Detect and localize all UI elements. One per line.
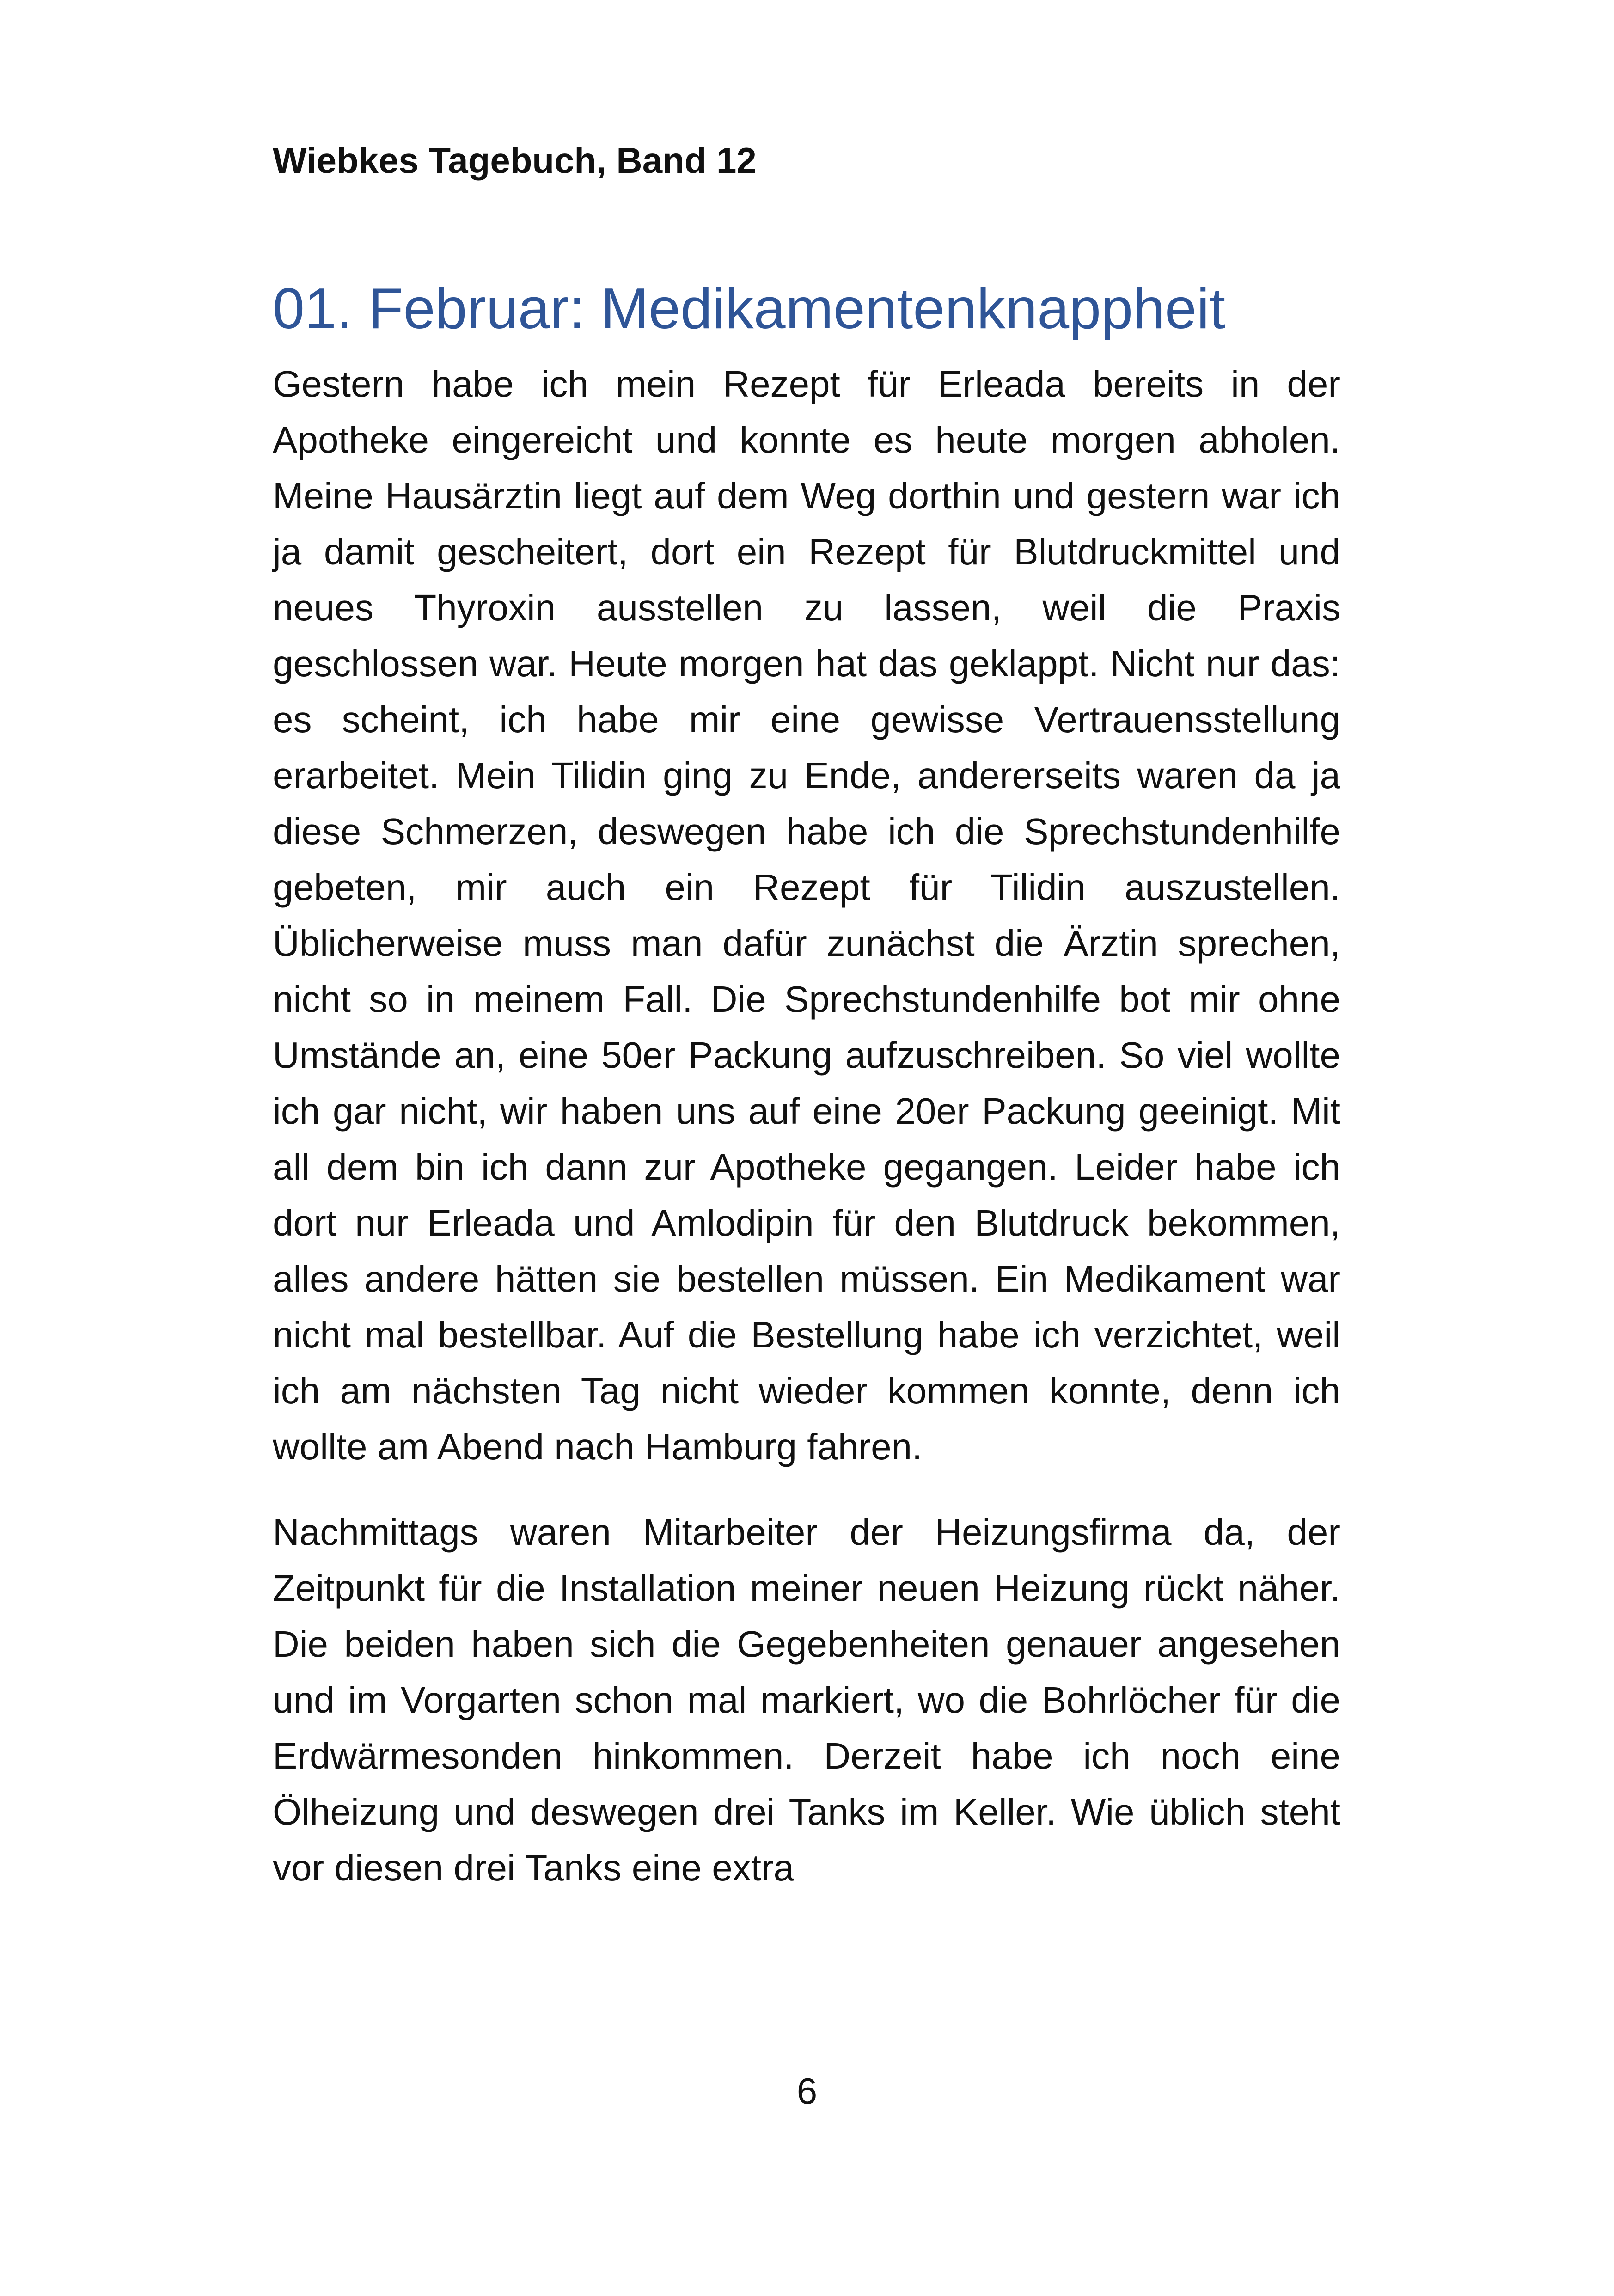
page-number: 6: [796, 2070, 818, 2112]
chapter-title: 01. Februar: Medikamentenknappheit: [273, 277, 1226, 341]
body-text: [273, 356, 1340, 1896]
paragraph: Gestern habe ich mein Rezept für Erleada bereits in der Apotheke eingereicht und konnte es heute morgen abholen. Meine Hausärztin liegt auf dem Weg dorthin und gestern war ich ja damit gescheitert, dort ein Rezept für Blutdruckmittel und neues Thyroxin ausstellen zu lassen, weil die Praxis geschlossen war. Heute morgen hat das geklappt. Nicht nur das: es scheint, ich habe mir eine gewisse Vertrauensstellung erarbeitet. Mein Tilidin ging zu Ende, andererseits waren da ja diese Schmerzen, deswegen habe ich die Sprechstundenhilfe gebeten, mir auch ein Rezept für Tilidin auszustellen. Üblicherweise muss man dafür zunächst die Ärztin sprechen, nicht so in meinem Fall. Die Sprechstundenhilfe bot mir ohne Umstände an, eine 50er Packung aufzuschreiben. So viel wollte ich gar nicht, wir haben uns auf eine 20er Packung geeinigt. Mit all dem bin ich dann zur Apotheke gegangen. Leider habe ich dort nur Erleada und Amlodipin für den Blutdruck bekommen, alles andere hätten sie bestellen müssen. Ein Medikament war nicht mal bestellbar. Auf die Bestellung habe ich verzichtet, weil ich am nächsten Tag nicht wieder kommen konnte, denn ich wollte am Abend nach Hamburg fahren.: [273, 363, 1340, 1467]
running-header: Wiebkes Tagebuch, Band 12: [273, 140, 757, 181]
paragraph: Nachmittags waren Mitarbeiter der Heizungsfirma da, der Zeitpunkt für die Installation meiner neuen Heizung rückt näher. Die beiden haben sich die Gegebenheiten genauer angesehen und im Vorgarten schon mal markiert, wo die Bohrlöcher für die Erdwärmesonden hinkommen. Derzeit habe ich noch eine Ölheizung und deswegen drei Tanks im Keller. Wie üblich steht vor diesen drei Tanks eine extra: [273, 1512, 1340, 1888]
